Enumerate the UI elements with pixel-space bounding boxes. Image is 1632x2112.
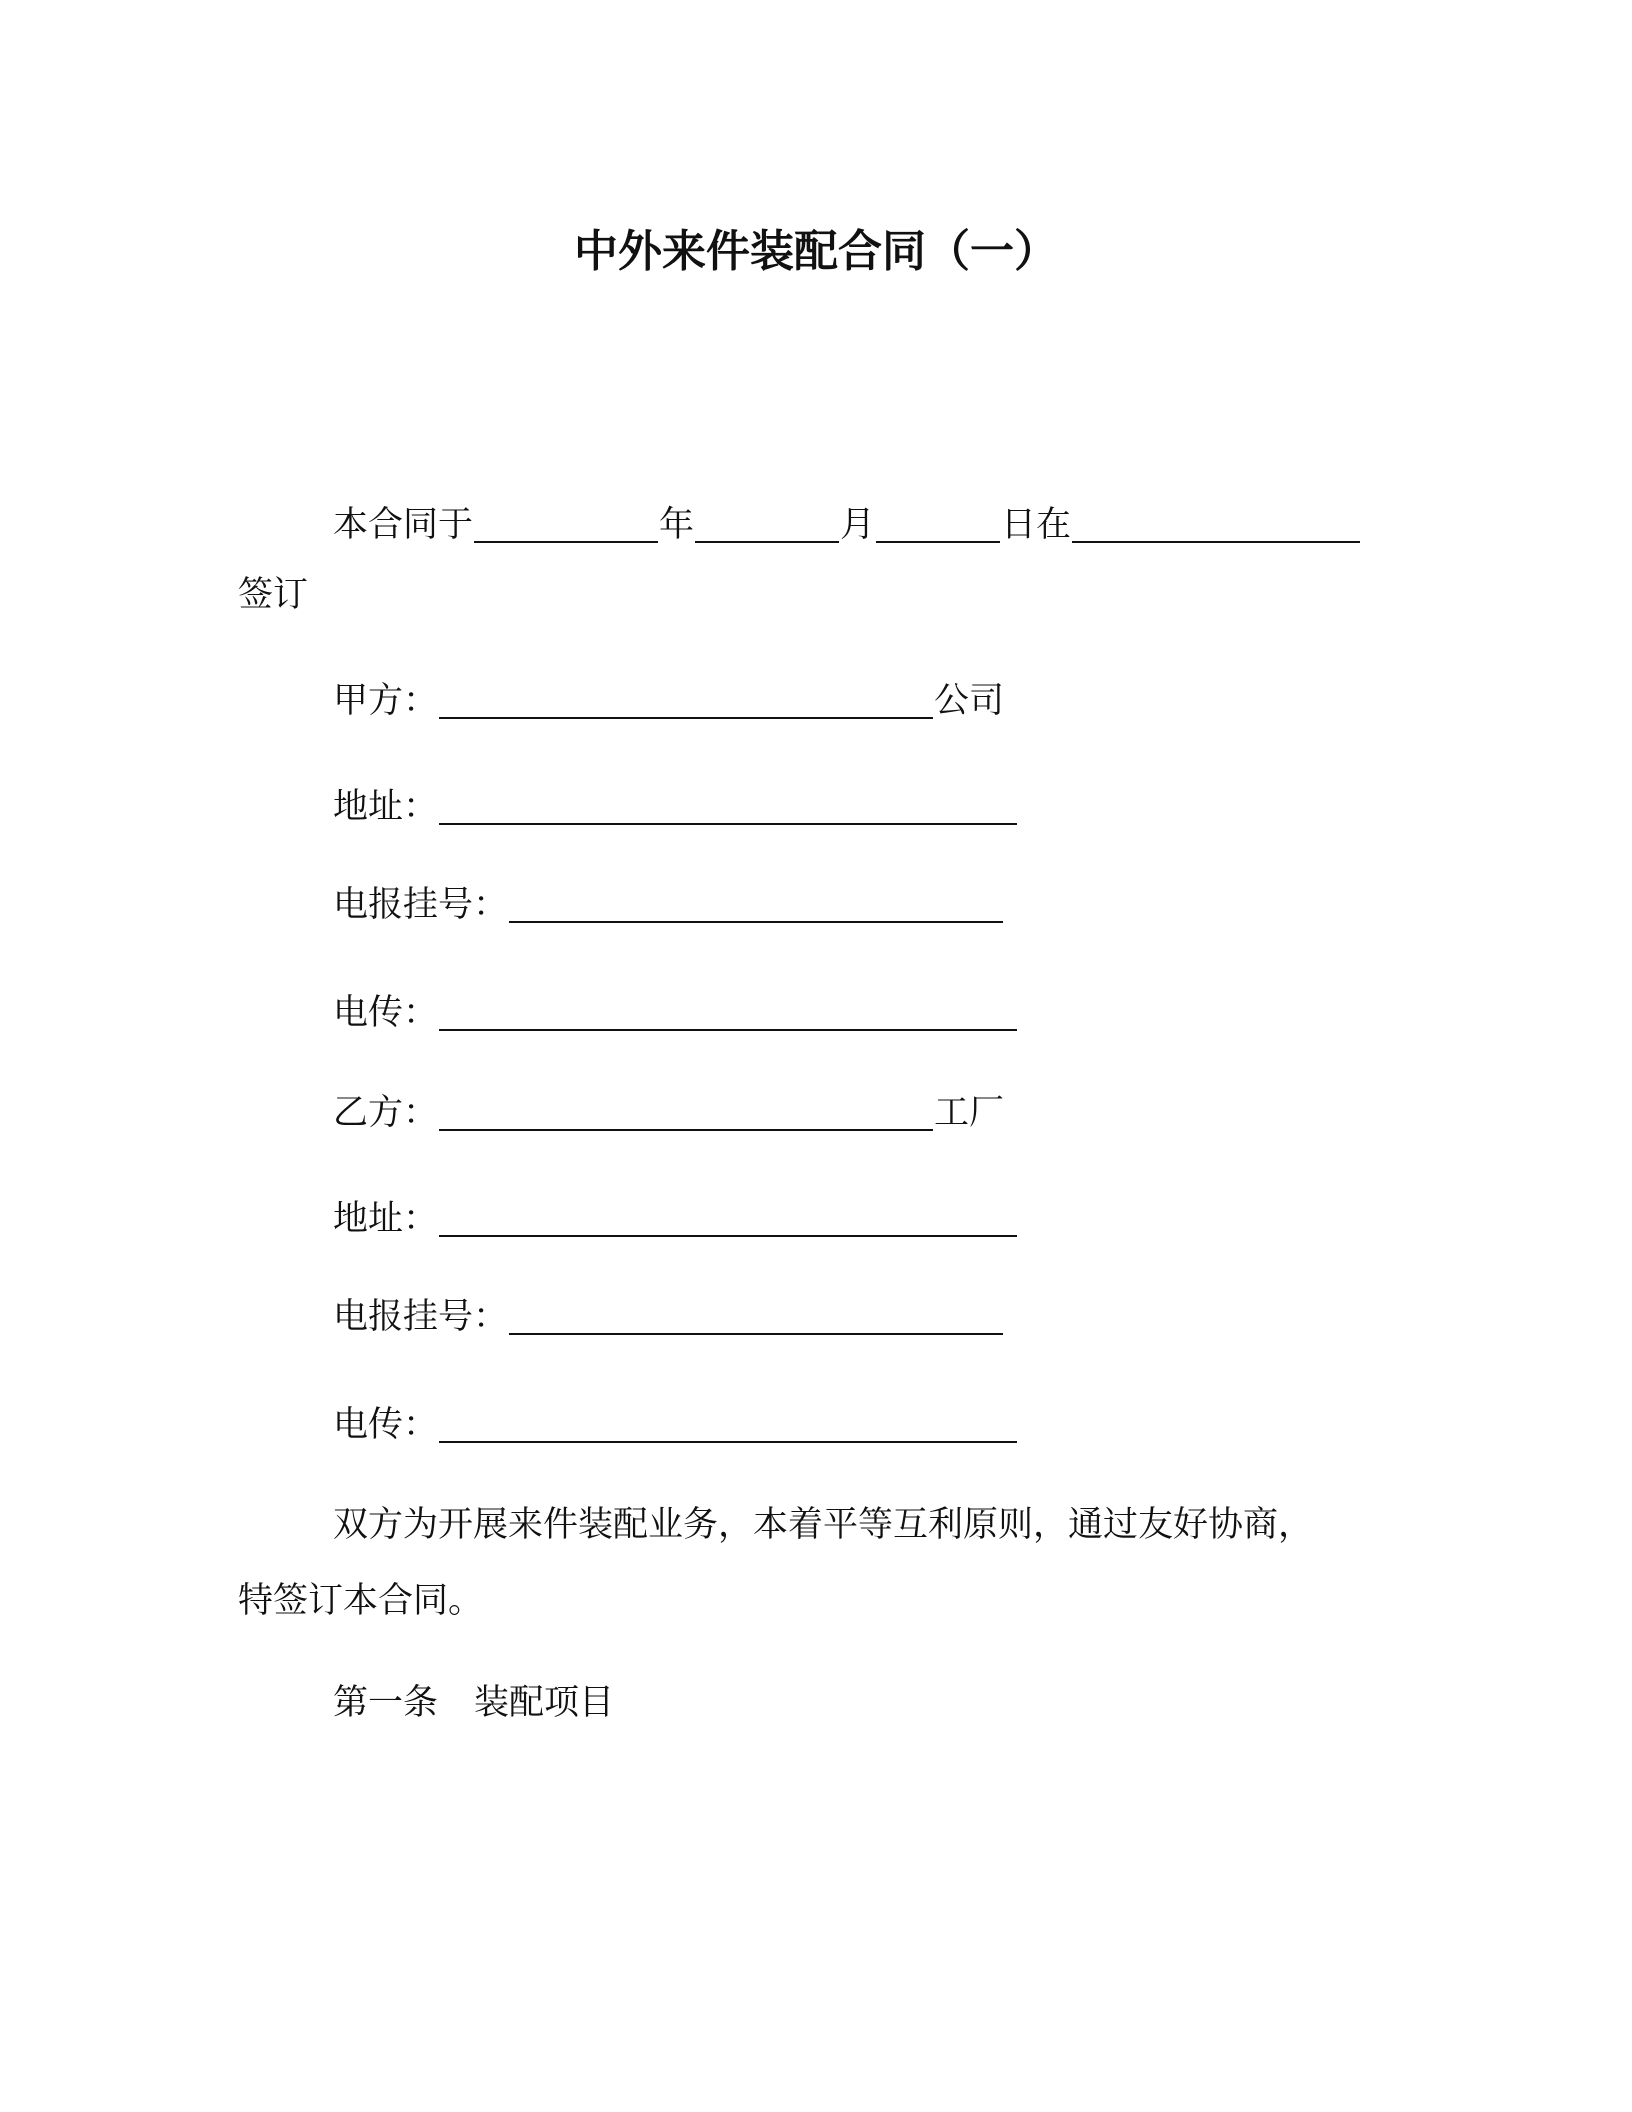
- day-blank: [876, 505, 1000, 543]
- party-b-address-line: [333, 1194, 1018, 1244]
- party-a-fax-label: 电传：: [333, 993, 439, 1033]
- preamble-line-1: 双方为开展来件装配业务，本着平等互利原则，通过友好协商，: [333, 1505, 1314, 1545]
- preamble-line-2: 特签订本合同。: [238, 1581, 484, 1621]
- intro-prefix: 本合同于: [333, 505, 474, 545]
- party-a-fax-blank: [439, 993, 1017, 1031]
- party-b-telegraph-blank: [509, 1297, 1003, 1335]
- place-blank: [1072, 505, 1360, 543]
- article-1-heading: [333, 1678, 614, 1728]
- party-b-name-blank: [439, 1093, 933, 1131]
- article-1-title: 装配项目: [474, 1683, 615, 1723]
- year-blank: [474, 505, 658, 543]
- party-a-address-line: [333, 782, 1018, 832]
- party-a-name-line: [333, 676, 1004, 726]
- party-b-fax-blank: [439, 1405, 1017, 1443]
- month-label: 月: [840, 505, 876, 545]
- month-blank: [695, 505, 839, 543]
- intro-continuation: 签订: [238, 575, 309, 615]
- intro-line: [333, 500, 1361, 550]
- document-title: 中外来件装配合同（一）: [574, 226, 1058, 277]
- party-a-address-blank: [439, 787, 1017, 825]
- party-b-telegraph-line: [333, 1292, 1004, 1342]
- party-b-address-label: 地址：: [333, 1199, 439, 1239]
- party-a-telegraph-line: [333, 880, 1004, 930]
- party-b-address-blank: [439, 1199, 1017, 1237]
- party-b-fax-line: [333, 1400, 1018, 1450]
- party-a-name-label: 甲方：: [333, 681, 439, 721]
- party-b-fax-label: 电传：: [333, 1405, 439, 1445]
- party-a-fax-line: [333, 988, 1018, 1038]
- party-a-name-blank: [439, 681, 933, 719]
- party-a-telegraph-blank: [509, 885, 1003, 923]
- party-a-telegraph-label: 电报挂号：: [333, 885, 509, 925]
- party-b-name-line: [333, 1088, 1004, 1138]
- party-a-address-label: 地址：: [333, 787, 439, 827]
- party-b-telegraph-label: 电报挂号：: [333, 1297, 509, 1337]
- party-b-name-suffix: 工厂: [934, 1093, 1005, 1133]
- party-a-name-suffix: 公司: [934, 681, 1005, 721]
- day-label: 日在: [1001, 505, 1072, 545]
- year-label: 年: [659, 505, 695, 545]
- article-1-number: 第一条: [333, 1683, 439, 1723]
- party-b-name-label: 乙方：: [333, 1093, 439, 1133]
